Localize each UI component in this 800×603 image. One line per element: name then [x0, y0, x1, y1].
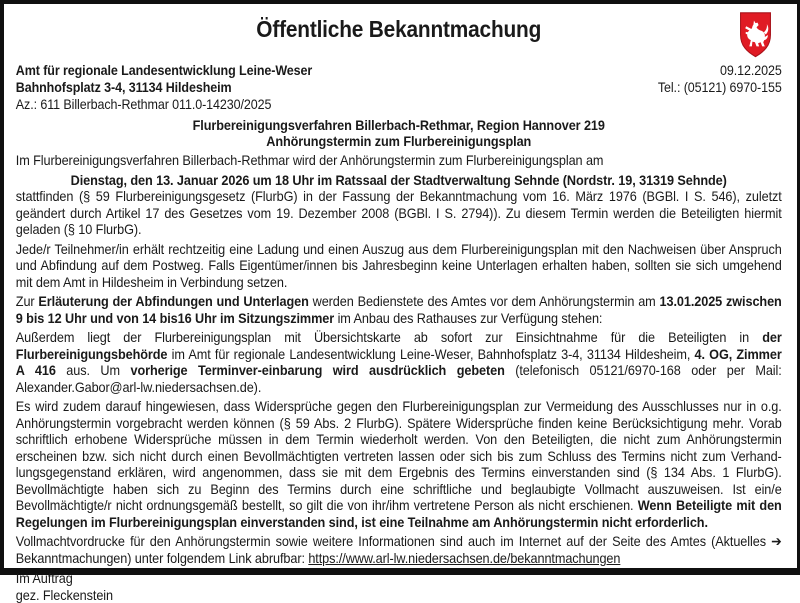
page-title: Öffentliche Bekanntmachung: [256, 16, 542, 42]
text-run-bold: vorherige Terminver-einbarung wird ausdrücklich gebeten: [130, 362, 505, 379]
file-reference: Az.: 611 Billerbach-Rethmar 011.0-14230/2025: [15, 96, 272, 112]
text-run: Vollmachtvordrucke für den Anhörungstermin sowie weitere Informationen sind auch im Internet auf der Seite des Amtes (Aktuelles ➔ Bekanntmachungen) unter folgendem Link abrufbar:: [15, 533, 782, 566]
document-date: 09.12.2025: [719, 63, 782, 78]
appointment-line: Dienstag, den 13. Januar 2026 um 18 Uhr im Ratssaal der Stadtverwaltung Sehnde (Nordstr. 19, 31319 Sehnde): [70, 171, 727, 188]
sender-address: Bahnhofsplatz 3-4, 31134 Hildesheim: [15, 79, 232, 95]
paragraph-delivery: Jede/r Teilnehmer/in erhält rechtzeitig eine Ladung und einen Auszug aus dem Flurbereinigungsplan mit den Nachweisen über Anspruch und Abfindung auf dem Postweg. Falls Eigentümer/innen bis Jahresbeginn keine Unterlagen erhalten haben, sollten sie sich umgehend mit dem Amt in Hildesheim in Verbindung setzen.: [15, 240, 782, 290]
text-run: im Amt für regionale Landesentwicklung Leine-Weser, Bahnhofsplatz 3-4, 31134 Hildesheim,: [167, 345, 695, 362]
phone-number: Tel.: (05121) 6970-155: [657, 79, 782, 95]
im-auftrag-line: Im Auftrag: [15, 570, 73, 587]
subject-heading: [16, 118, 782, 150]
sender-block: [16, 63, 312, 114]
paragraph-intro: Im Flurbereinigungsverfahren Billerbach-Rethmar wird der Anhörungstermin zum Flurbereinigungsplan am: [15, 152, 604, 169]
text-run-bold: 13.01.2025 zwischen 9 bis 12 Uhr und von 14 bis16 Uhr im Sitzungszimmer: [15, 293, 782, 326]
text-run: im Anbau des Rathauses zur Verfügung stehen:: [334, 309, 603, 326]
paragraph-consultation: [16, 293, 782, 326]
paragraph-forms: [16, 533, 782, 566]
contact-block: [658, 63, 782, 114]
text-run-bold: Wenn Beteiligte mit den Regelungen im Flurbereinigungsplan einverstanden sind, ist eine Teilnahme am Anhörungstermin nicht erforderlich.: [15, 497, 782, 530]
text-run: Außerdem liegt der Flurbereinigungsplan mit Übersichtskarte ab sofort zur Einsichtnahme für die Beteiligten in: [15, 329, 763, 346]
text-run: (telefonisch 05121/6970-168 oder per Mail: Alexander.Gabor@arl-lw.niedersachsen.de).: [15, 362, 782, 395]
signature-line: gez. Fleckenstein: [15, 586, 113, 603]
text-run-bold: der Flurbereinigungsbehörde: [15, 329, 782, 362]
document-content: [4, 4, 794, 603]
closing-block: [16, 570, 782, 603]
subject-line-2: Anhörungstermin zum Flurbereinigungsplan: [266, 132, 532, 149]
sender-name: Amt für regionale Landesentwicklung Leine-Weser: [15, 63, 313, 78]
text-run: Es wird zudem darauf hingewiesen, dass Widersprüche gegen den Flurbereinigungsplan zur Vermeidung des Ausschlusses nur in o.g. Anhörungstermin vorgebracht werden können (§ 59 Abs. 2 FlurbG). Spätere Widersprüche finden keine Berücksichtigung mehr. Vorab schriftlich erhobene Widersprüche müssen in dem Termin wiederholt werden. Von den Beteiligten, die nicht zum Anhörungstermin erscheinen bzw. sich nicht durch einen Bevollmächtigten vertreten lassen oder sich bis zum Schluss des Termins nicht zum Verhand-lungsgegenstand erklären, wird angenommen, dass sie mit dem Ergebnis des Termins einverstanden sind (§ 134 Abs. 1 FlurbG). Bevollmächtigte haben sich zu Beginn des Termins durch eine schriftliche und beglaubigte Vollmacht auszuweisen. Ist ein/e Bevollmächtigte/r nicht ordnungsgemäß bestellt, so gilt die von ihr/ihm vertretene Person als nicht erschienen.: [15, 398, 782, 514]
subject-line-1: Flurbereinigungsverfahren Billerbach-Rethmar, Region Hannover 219: [192, 116, 605, 133]
text-run: aus. Um: [55, 362, 131, 379]
text-run-bold: 4. OG, Zimmer A 416: [15, 345, 782, 379]
paragraph-legal-basis: stattfinden (§ 59 Flurbereinigungsgesetz (FlurbG) in der Fassung der Bekanntmachung vom 16. März 1976 (BGBl. I S. 546), zuletzt geändert durch Artikel 17 des Gesetzes vom 19. Dezember 2008 (BGBl. I S. 2794)). Zu diesem Termin werden die Beteiligten hiermit geladen (§ 10 FlurbG).: [15, 188, 782, 238]
text-run: werden Bedienstete des Amtes vor dem Anhörungstermin am: [308, 293, 660, 310]
document-header: [16, 63, 782, 114]
paragraph-objection: [16, 398, 782, 530]
paragraph-inspection: [16, 329, 782, 395]
bekanntmachungen-link[interactable]: https://www.arl-lw.niedersachsen.de/bekanntmachungen: [308, 549, 621, 566]
text-run-bold: Erläuterung der Abfindungen und Unterlagen: [38, 293, 309, 310]
text-run: Zur: [15, 293, 39, 310]
